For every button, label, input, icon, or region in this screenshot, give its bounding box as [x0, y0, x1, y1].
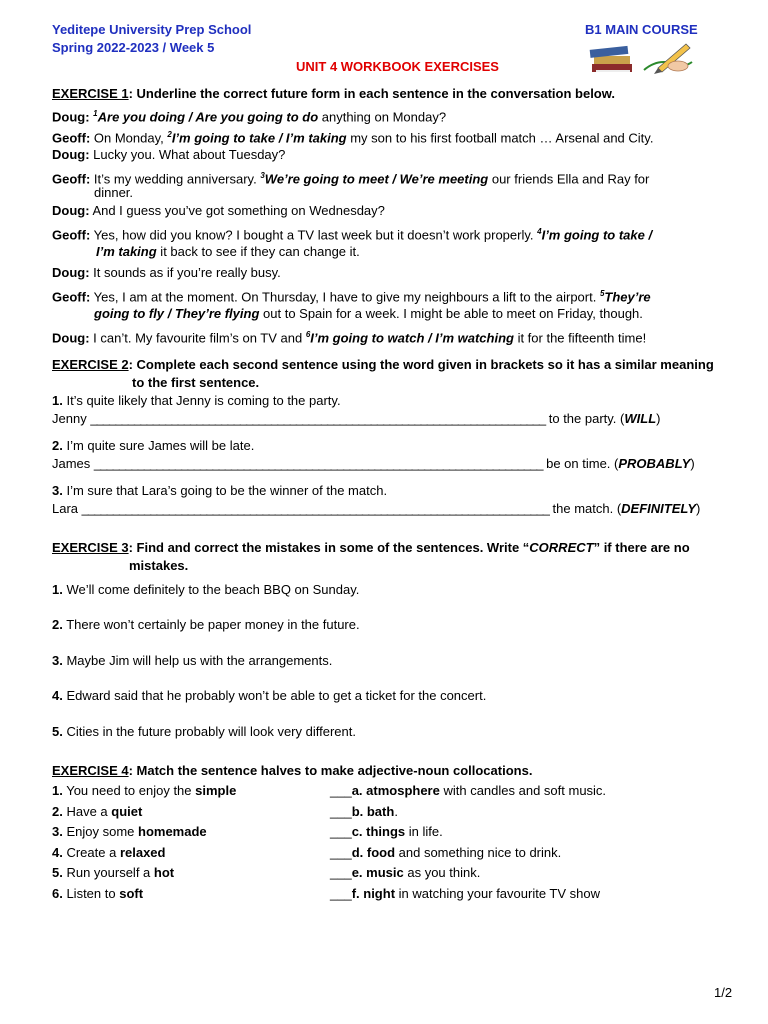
match-blank[interactable]: ___ — [330, 845, 352, 860]
ex3-item-4: 4. Edward said that he probably won’t be able to get a ticket for the concert. — [52, 688, 487, 703]
ex4-left-1: 1. You need to enjoy the simple — [52, 783, 237, 798]
ex3-item-1: 1. We’ll come definitely to the beach BBQ on Sunday. — [52, 582, 360, 597]
answer-blank[interactable]: _________________________________________________________________________ — [90, 411, 546, 426]
ex2-heading: EXERCISE 2: Complete each second sentence using the word given in brackets so it has a similar meaning — [52, 357, 714, 372]
ex1-line-4-cont: dinner. — [94, 185, 134, 200]
answer-blank[interactable]: ___________________________________________________________________________ — [81, 501, 549, 516]
ex3-item-5: 5. Cities in the future probably will look very different. — [52, 724, 356, 739]
ex1-line-7: Doug: It sounds as if you’re really busy. — [52, 265, 281, 280]
ex4-right-e: ___e. music as you think. — [330, 865, 481, 880]
match-blank[interactable]: ___ — [330, 886, 352, 901]
ex1-line-6-cont: I’m taking it back to see if they can change it. — [96, 244, 360, 259]
ex3-item-3: 3. Maybe Jim will help us with the arrangements. — [52, 653, 333, 668]
ex4-left-4: 4. Create a relaxed — [52, 845, 166, 860]
ex1-line-5: Doug: And I guess you’ve got something on Wednesday? — [52, 203, 385, 218]
match-blank[interactable]: ___ — [330, 804, 352, 819]
ex4-heading: EXERCISE 4: Match the sentence halves to make adjective-noun collocations. — [52, 763, 533, 778]
ex2-item-3-answer: Lara ___________________________________________________________________________ the match. (DEFINITELY) — [52, 501, 701, 516]
hand-icon — [668, 61, 688, 71]
book-icon — [594, 56, 630, 64]
school-name: Yeditepe University Prep School — [52, 22, 252, 37]
ex1-heading: EXERCISE 1: Underline the correct future form in each sentence in the conversation below. — [52, 86, 615, 101]
ex1-line-6: Geoff: Yes, how did you know? I bought a TV last week but it doesn’t work properly. $^4$I’m going to take / — [52, 227, 653, 243]
answer-blank[interactable]: ________________________________________________________________________ — [93, 456, 543, 471]
ex4-left-3: 3. Enjoy some homemade — [52, 824, 207, 839]
ex4-right-c: ___c. things in life. — [330, 824, 443, 839]
ex1-line-2: Geoff: On Monday, $^2$I’m going to take / I’m taking my son to his first football match … Arsenal and City. — [52, 130, 654, 146]
term-label: Spring 2022-2023 / Week 5 — [52, 40, 215, 55]
ex2-item-2-answer: James ________________________________________________________________________ be on time. (PROBABLY) — [52, 456, 695, 471]
ex4-right-b: ___b. bath. — [330, 804, 398, 819]
ex2-item-1-answer: Jenny _________________________________________________________________________ to the party. (WILL) — [52, 411, 661, 426]
ex1-line-1: Doug: $^1$Are you doing / Are you going to do anything on Monday? — [52, 109, 447, 125]
ex3-item-2: 2. There won’t certainly be paper money in the future. — [52, 617, 360, 632]
match-blank[interactable]: ___ — [330, 824, 352, 839]
ex1-line-3: Doug: Lucky you. What about Tuesday? — [52, 147, 286, 162]
course-label: B1 MAIN COURSE — [585, 22, 698, 37]
ex1-line-9: Doug: I can’t. My favourite film’s on TV and $^6$I’m going to watch / I’m watching it for the fifteenth time! — [52, 330, 647, 346]
ex1-line-8: Geoff: Yes, I am at the moment. On Thursday, I have to give my neighbours a lift to the airport. $^5$They’re — [52, 289, 651, 305]
ex4-right-a: ___a. atmosphere with candles and soft music. — [330, 783, 607, 798]
ex1-line-4: Geoff: It’s my wedding anniversary. $^3$We’re going to meet / We’re meeting our friends Ella and Ray for — [52, 171, 650, 187]
books-pencil-illustration — [588, 40, 698, 76]
ex4-right-d: ___d. food and something nice to drink. — [330, 845, 562, 860]
ex4-left-5: 5. Run yourself a hot — [52, 865, 175, 880]
ex3-heading-cont: mistakes. — [129, 558, 189, 573]
ex1-line-8-cont: going to fly / They’re flying out to Spain for a week. I might be able to meet on Friday, though. — [94, 306, 643, 321]
ex4-right-f: ___f. night in watching your favourite TV show — [330, 886, 601, 901]
ex2-item-3: 3. I’m sure that Lara’s going to be the winner of the match. — [52, 483, 388, 498]
match-blank[interactable]: ___ — [330, 865, 352, 880]
ex2-heading-cont: to the first sentence. — [132, 375, 260, 390]
ex2-item-2: 2. I’m quite sure James will be late. — [52, 438, 255, 453]
ex3-heading: EXERCISE 3: Find and correct the mistakes in some of the sentences. Write “CORRECT” if there are no — [52, 540, 690, 555]
ex4-left-2: 2. Have a quiet — [52, 804, 143, 819]
match-blank[interactable]: ___ — [330, 783, 352, 798]
unit-title: UNIT 4 WORKBOOK EXERCISES — [296, 59, 499, 74]
ex2-item-1: 1. It’s quite likely that Jenny is coming to the party. — [52, 393, 341, 408]
page-number: 1/2 — [714, 985, 733, 1000]
ex4-left-6: 6. Listen to soft — [52, 886, 144, 901]
